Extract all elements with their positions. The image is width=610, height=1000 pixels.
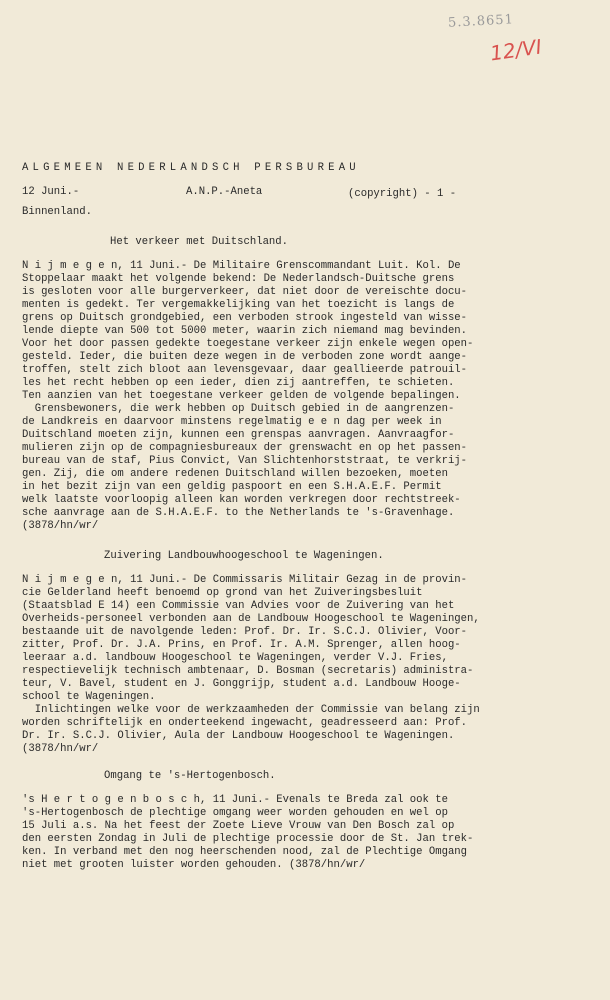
- body-line: leeraar a.d. landbouw Hoogeschool te Wageningen, verder V.J. Fries,: [22, 652, 448, 664]
- body-line: Dr. Ir. S.C.J. Olivier, Aula der Landbouw Hoogeschool te Wageningen.: [22, 730, 455, 742]
- body-line: cie Gelderland heeft benoemd op grond van het Zuiveringsbesluit: [22, 587, 423, 599]
- date-line: 12 Juni.-: [22, 186, 80, 198]
- article-title: Omgang te 's-Hertogenbosch.: [104, 770, 276, 782]
- body-line: N i j m e g e n, 11 Juni.- De Militaire Grenscommandant Luit. Kol. De: [22, 260, 461, 272]
- red-handwritten-mark: 12/VI: [488, 34, 544, 66]
- body-line: Voor het door passen gedekte toegestane verkeer zijn enkele wegen open-: [22, 338, 474, 350]
- article-title: Zuivering Landbouwhoogeschool te Wageningen.: [104, 550, 384, 562]
- body-line: Ten aanzien van het toegestane verkeer gelden de volgende bepalingen.: [22, 390, 461, 402]
- body-line: 's-Hertogenbosch de plechtige omgang weer worden gehouden en wel op: [22, 807, 448, 819]
- body-line: zitter, Prof. Dr. J.A. Prins, en Prof. Ir. A.M. Sprenger, allen hoog-: [22, 639, 461, 651]
- body-line: 15 Juli a.s. Na het feest der Zoete Lieve Vrouw van Den Bosch zal op: [22, 820, 455, 832]
- service-line: A.N.P.-Aneta: [186, 186, 263, 198]
- body-line: les het recht hebben op een ieder, dien zij aantreffen, te schieten.: [22, 377, 455, 389]
- body-line: de Landkreis en daarvoor minstens regelmatig e e n dag per week in: [22, 416, 442, 428]
- body-line: school te Wageningen.: [22, 691, 156, 703]
- body-line: (3878/hn/wr/: [22, 520, 99, 532]
- body-line: Duitschland moeten zijn, kunnen een grenspas aanvragen. Aanvraagfor-: [22, 429, 455, 441]
- body-line: welk laatste voorloopig alleen kan worden verkregen door rechtstreek-: [22, 494, 461, 506]
- body-line: ken. In verband met den nog heerschenden nood, zal de Plechtige Omgang: [22, 846, 468, 858]
- body-line: N i j m e g e n, 11 Juni.- De Commissaris Militair Gezag in de provin-: [22, 574, 468, 586]
- body-line: Stoppelaar maakt het volgende bekend: De Nederlandsch-Duitsche grens: [22, 273, 455, 285]
- body-line: sche aanvrage aan de S.H.A.E.F. to the Netherlands te 's-Gravenhage.: [22, 507, 455, 519]
- body-line: (Staatsblad E 14) een Commissie van Advies voor de Zuivering van het: [22, 600, 455, 612]
- body-line: troffen, stelt zich bloot aan levensgevaar, daar geallieerde patrouil-: [22, 364, 468, 376]
- body-line: Inlichtingen welke voor de werkzaamheden der Commissie van belang zijn: [22, 704, 480, 716]
- body-line: gesteld. Ieder, die buiten deze wegen in de verboden zone wordt aange-: [22, 351, 468, 363]
- body-line: grens op Duitsch grondgebied, een verboden strook ingesteld van wisse-: [22, 312, 468, 324]
- body-line: 's H e r t o g e n b o s c h, 11 Juni.- Evenals te Breda zal ook te: [22, 794, 448, 806]
- body-line: menten is gedekt. Ter vergemakkelijking van het toezicht is langs de: [22, 299, 455, 311]
- copyright-line: (copyright) - 1 -: [348, 188, 457, 200]
- body-line: worden schriftelijk en onderteekend ingewacht, geadresseerd aan: Prof.: [22, 717, 468, 729]
- body-line: is gesloten voor alle burgerverkeer, dat niet door de vereischte docu-: [22, 286, 468, 298]
- body-line: teur, V. Bavel, student en J. Gonggrijp, student a.d. Landbouw Hooge-: [22, 678, 461, 690]
- body-line: bureau van de staf, Pius Convict, Van Slichtenhorststraat, te verkrij-: [22, 455, 468, 467]
- body-line: in het bezit zijn van een geldig paspoort en een S.H.A.E.F. Permit: [22, 481, 442, 493]
- body-line: respectievelijk technisch ambtenaar, D. Bosman (secretaris) administra-: [22, 665, 474, 677]
- body-line: bestaande uit de navolgende leden: Prof. Dr. Ir. S.C.J. Olivier, Voor-: [22, 626, 468, 638]
- body-line: Grensbewoners, die werk hebben op Duitsch gebied in de aangrenzen-: [22, 403, 455, 415]
- pencil-reference-number: 5.3.8651: [447, 12, 515, 31]
- body-line: niet met grooten luister worden gehouden. (3878/hn/wr/: [22, 859, 366, 871]
- agency-header: ALGEMEEN NEDERLANDSCH PERSBUREAU: [22, 162, 360, 174]
- body-line: Overheids-personeel verbonden aan de Landbouw Hoogeschool te Wageningen,: [22, 613, 480, 625]
- body-line: den eersten Zondag in Juli de plechtige processie door de St. Jan trek-: [22, 833, 474, 845]
- body-line: mulieren zijn op de compagniesbureaux der grenswacht en op het passen-: [22, 442, 468, 454]
- body-line: (3878/hn/wr/: [22, 743, 99, 755]
- body-line: gen. Zij, die om andere redenen Duitschland willen bezoeken, moeten: [22, 468, 448, 480]
- section-label: Binnenland.: [22, 206, 92, 218]
- article-title: Het verkeer met Duitschland.: [110, 236, 289, 248]
- body-line: lende diepte van 500 tot 5000 meter, waarin zich niemand mag bevinden.: [22, 325, 468, 337]
